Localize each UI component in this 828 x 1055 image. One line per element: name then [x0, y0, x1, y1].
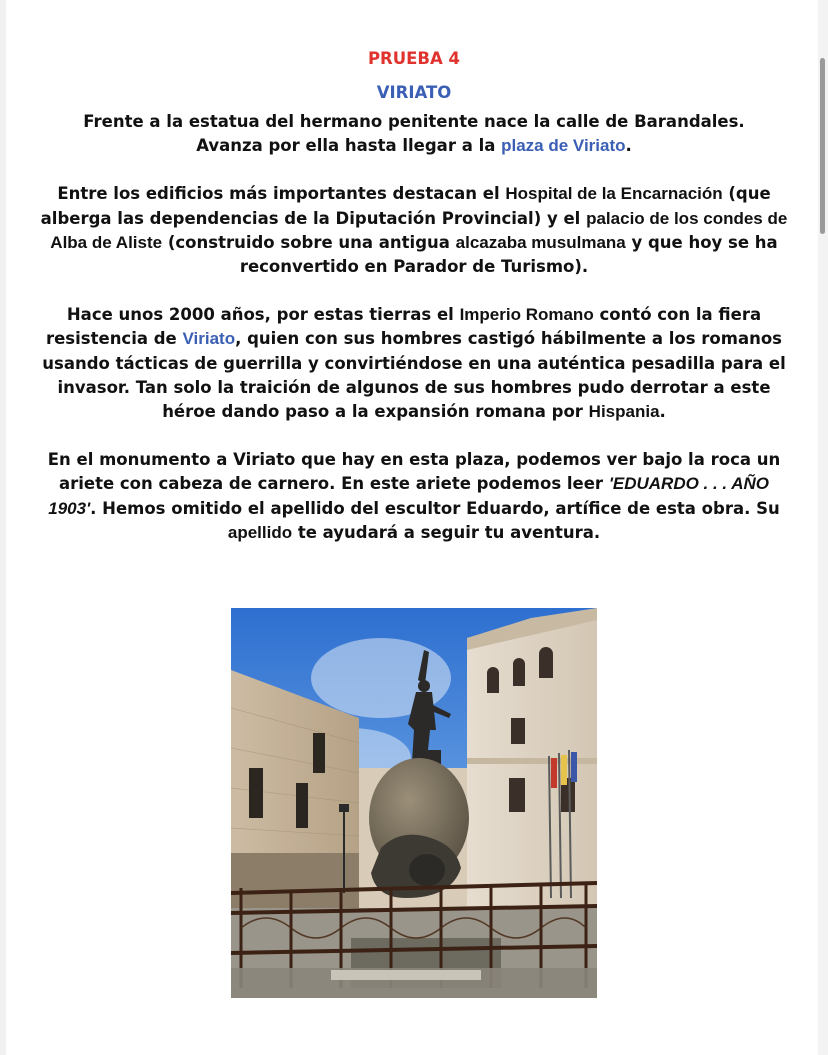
page-subtitle: VIRIATO	[376, 83, 452, 102]
imperio-romano-term: Imperio Romano	[459, 305, 594, 325]
buildings-text-1: Entre los edificios más importantes destacan el	[57, 184, 506, 204]
monument-text-1: En el monumento a Viriato que hay en esta plaza, podemos ver bajo la roca un ariete con cabeza de carnero. En este ariete podemos leer	[47, 450, 781, 494]
history-text-4: .	[659, 402, 666, 422]
palacio-condes-term: palacio de los condes de Alba de Aliste	[50, 208, 788, 252]
directions-line-1: Frente a la estatua del hermano penitente nace la calle de Barandales.	[83, 112, 745, 131]
paragraph-history	[40, 303, 788, 424]
paragraph-monument	[40, 448, 788, 545]
apellido-term: apellido	[227, 522, 293, 542]
history-text-3: , quien con sus hombres castigó hábilmente a los romanos usando tácticas de guerrilla y convirtiéndose en una auténtica pesadilla para el invasor. Tan solo la traición de algunos de sus hombres pudo derrotar a este héroe dando paso a la expansión romana por	[42, 329, 786, 422]
history-text-2: contó con la fiera resistencia de	[45, 305, 762, 349]
document-body	[40, 46, 788, 545]
buildings-text-4: y que hoy se ha reconvertido en Parador de Turismo).	[239, 232, 778, 277]
viriato-monument-photo	[231, 608, 597, 998]
plaza-viriato-link[interactable]: plaza de Viriato	[501, 136, 626, 156]
alcazaba-term: alcazaba musulmana	[455, 232, 626, 252]
page-title: PRUEBA 4	[367, 49, 461, 68]
history-text-1: Hace unos 2000 años, por estas tierras el	[66, 305, 460, 325]
paragraph-directions	[40, 110, 788, 158]
scrollbar-thumb[interactable]	[820, 58, 825, 234]
directions-line-2-pre: Avanza por ella hasta llegar a la	[196, 136, 502, 156]
buildings-text-2: (que alberga las dependencias de la Diputación Provincial) y el	[40, 184, 771, 228]
monument-text-3: te ayudará a seguir tu aventura.	[292, 522, 601, 542]
buildings-text-3: (construido sobre una antigua	[162, 232, 456, 252]
monument-text-2: . Hemos omitido el apellido del escultor Eduardo, artífice de esta obra. Su	[90, 498, 780, 518]
hospital-encarnacion-term: Hospital de la Encarnación	[505, 184, 723, 204]
page-edge-left	[0, 0, 6, 1055]
directions-line-2-post: .	[625, 136, 632, 156]
inscription-quote: 'EDUARDO . . . AÑO 1903'	[48, 474, 770, 518]
paragraph-buildings	[40, 182, 788, 279]
hispania-term: Hispania	[588, 402, 660, 422]
scrollbar-track[interactable]	[818, 0, 828, 1055]
viriato-link[interactable]: Viriato	[182, 329, 236, 349]
